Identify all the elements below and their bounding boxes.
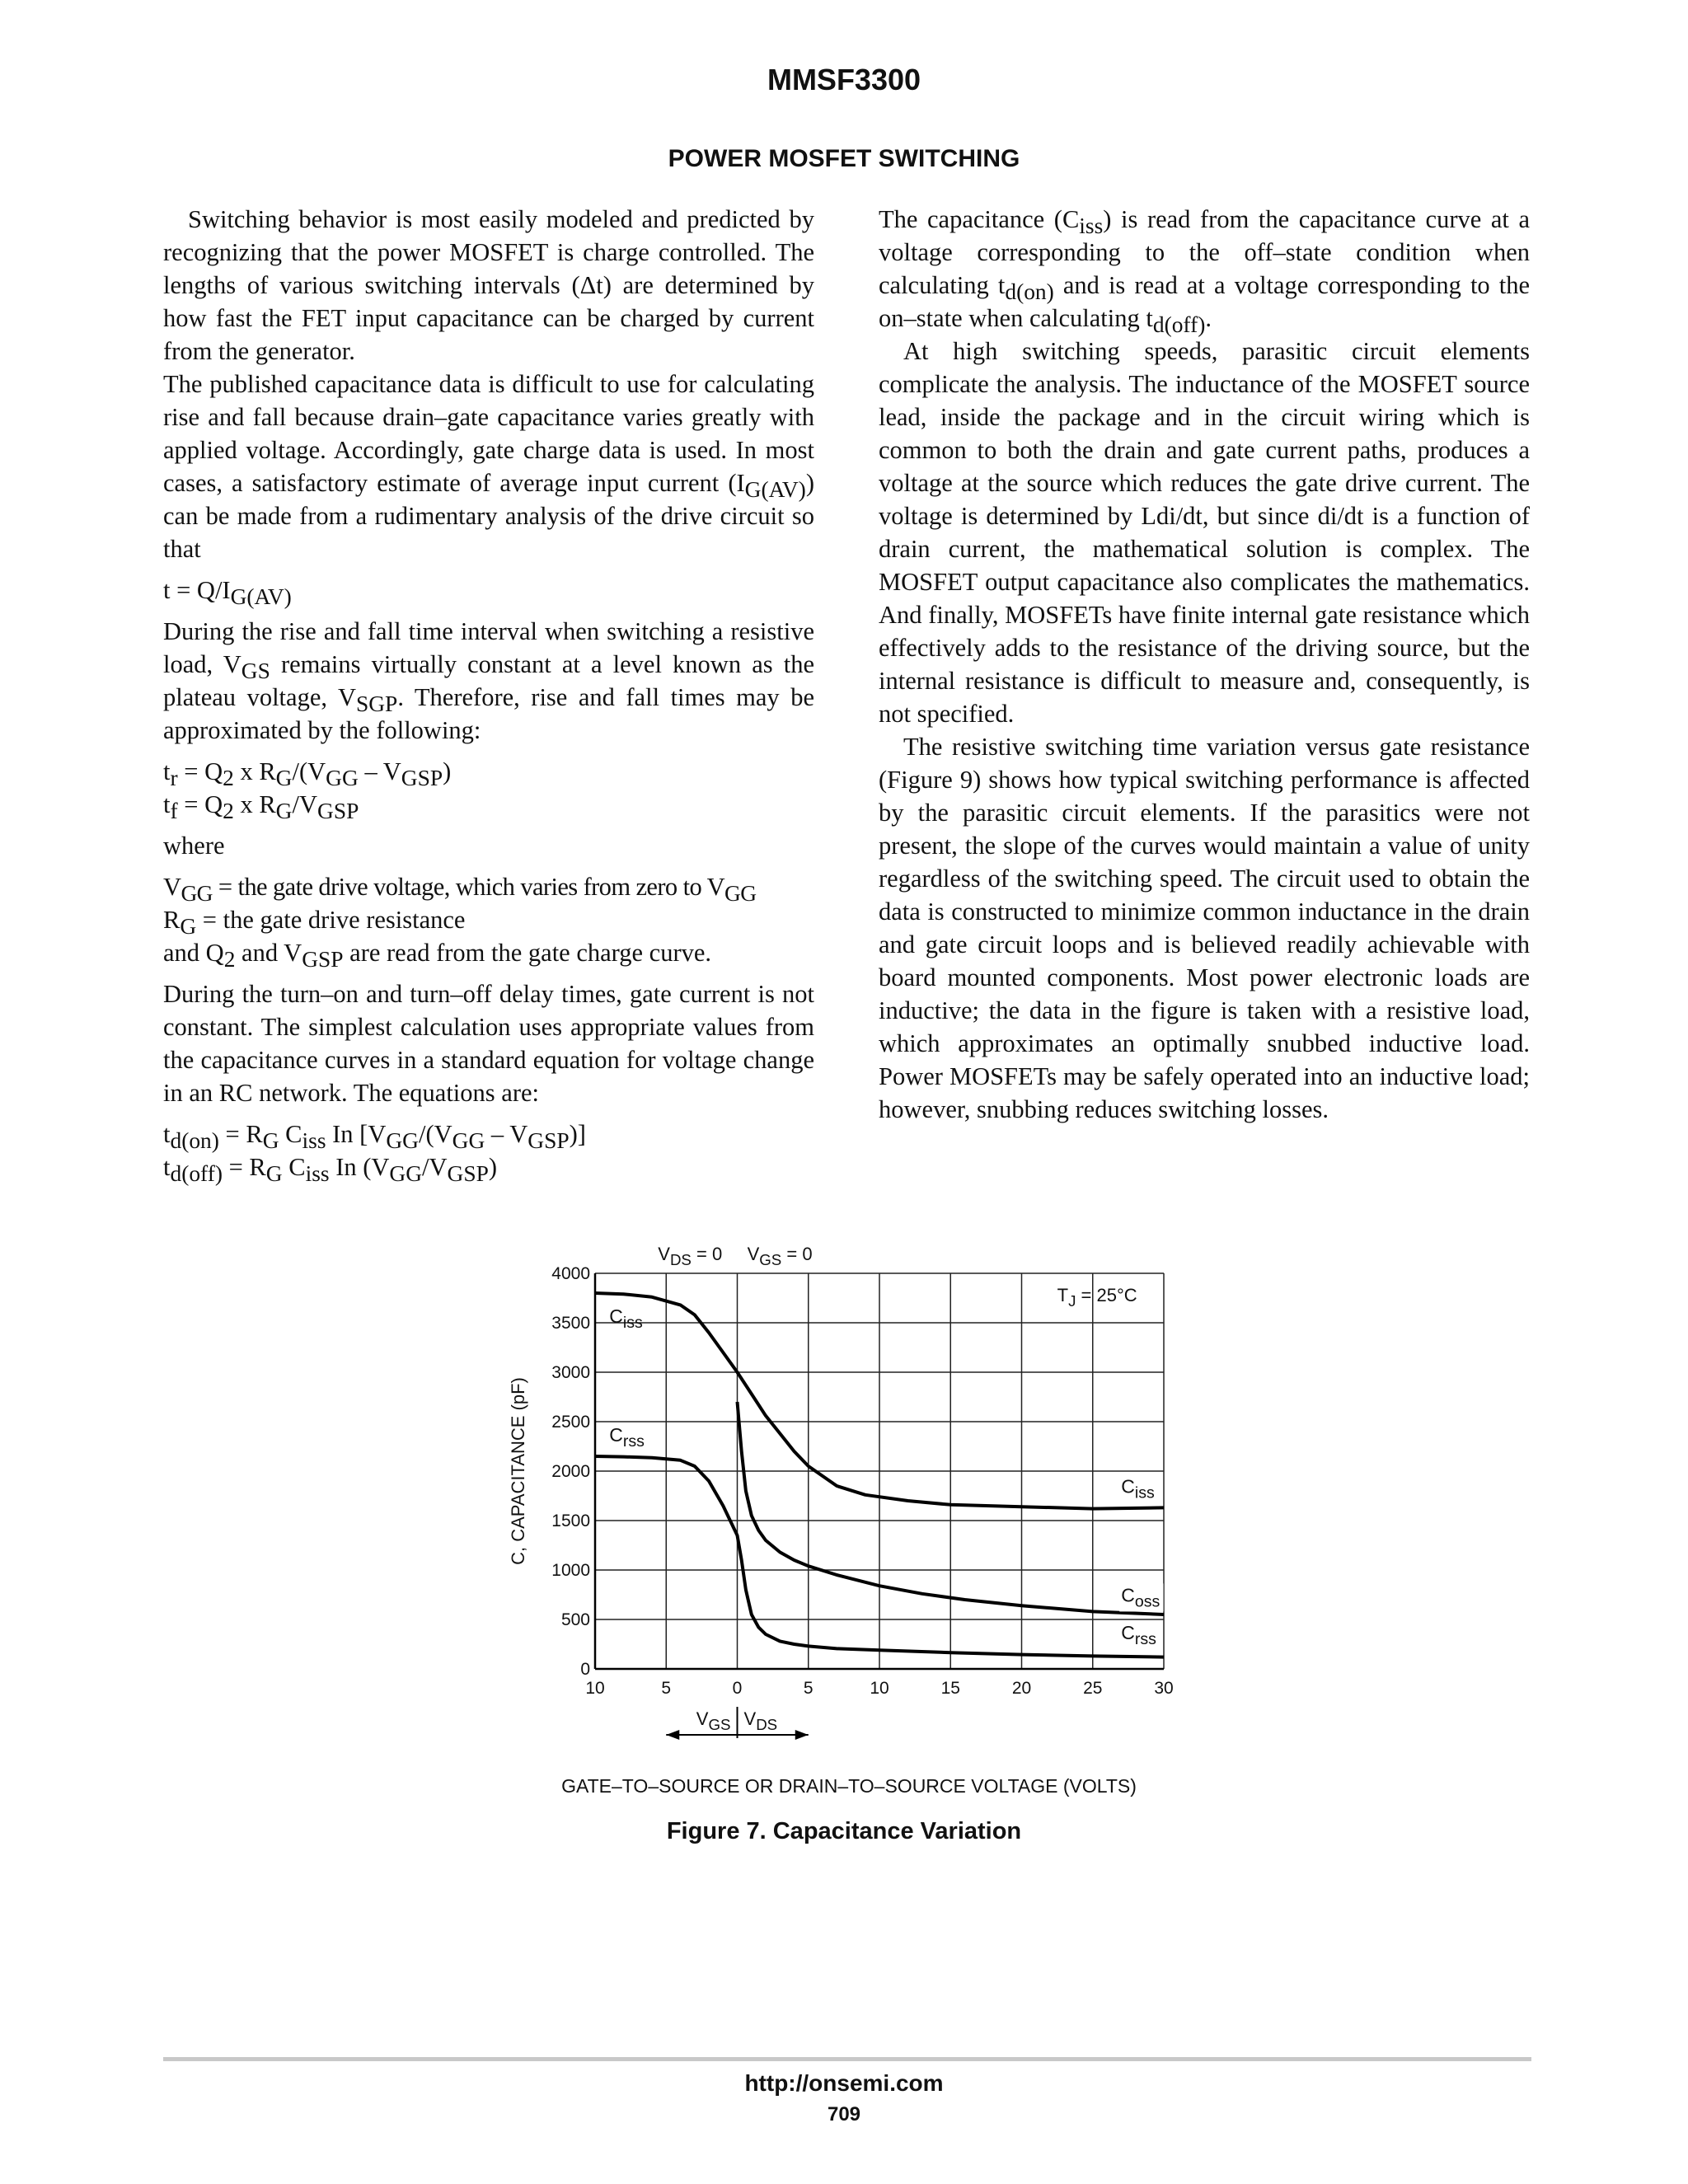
y-tick-label: 4000 [551,1264,590,1283]
series-label-coss: $C_{oss}$ [1121,1584,1160,1611]
y-tick-label: 1500 [551,1511,590,1530]
document-title: MMSF3300 [767,63,921,96]
x-tick-label: 10 [585,1679,605,1698]
paragraph: During the rise and fall time interval when switching a resistive load, $V_{GS}$ remains virtually constant at a level known as the plateau voltage, $V_{SGP}$. Therefore, rise and fall times may be approximated by the following: [163,617,814,744]
definition-q2: and $Q_2$ and $V_{GSP}$ are read from the gate charge curve. [163,939,712,972]
x-tick-label: 0 [732,1679,743,1698]
x-tick-label: 15 [940,1679,960,1698]
chart-svg [495,1232,1203,1809]
series-label-crss: $C_{rss}$ [1121,1622,1156,1648]
y-tick-label: 3500 [551,1314,590,1333]
y-tick-label: 3000 [551,1363,590,1382]
x-tick-label: 30 [1154,1679,1174,1698]
paragraph: During the turn–on and turn–off delay times, gate current is not constant. The simplest calculation uses appropriate values from the capacitance curves in a standard equation for voltage change in an RC network. The equations are: [163,980,814,1107]
arrow-left-icon [666,1730,679,1740]
condition-vgs: $V_{GS} = 0$ [747,1244,813,1268]
left-column [163,203,814,1186]
arrow-label-vds: $V_{DS}$ [743,1708,778,1733]
y-tick-label: 0 [580,1660,590,1679]
x-axis-label: GATE–TO–SOURCE OR DRAIN–TO–SOURCE VOLTAGE (VOLTS) [561,1775,1137,1797]
condition-vds: $V_{DS} = 0$ [658,1244,723,1268]
right-column [879,203,1530,1126]
figure-caption: Figure 7. Capacitance Variation [666,1818,1022,1844]
equation-td-off: $t_{d(off)} = R_G$ $C_{iss}$ In $(V_{GG}/V_{GSP})$ [163,1153,498,1186]
equation-t: $t = Q/I_{G(AV)}$ [163,576,292,609]
section-title: POWER MOSFET SWITCHING [668,145,1020,172]
where-label: where [163,832,225,860]
y-tick-label: 2500 [551,1413,590,1432]
arrow-label-vgs: $V_{GS}$ [696,1708,731,1733]
capacitance-chart [495,1232,1203,1809]
equation-td-on: $t_{d(on)} = R_G$ $C_{iss}$ In $[V_{GG}/(V_{GG} - V_{GSP})]$ [163,1120,586,1153]
paragraph: Switching behavior is most easily modeled and predicted by recognizing that the power MOSFET is charge controlled. The lengths of various switching intervals (Δt) are determined by how fast the FET input capacitance can be charged by current from the generator. [163,205,814,365]
x-tick-label: 20 [1011,1679,1032,1698]
series-label-ciss: $C_{iss}$ [609,1305,643,1332]
y-tick-label: 500 [560,1610,590,1629]
footer-divider [163,2057,1531,2061]
x-tick-label: 10 [870,1679,889,1698]
paragraph: At high switching speeds, parasitic circuit elements complicate the analysis. The inductance of the MOSFET source lead, inside the package and in the circuit wiring which is common to both the drain and gate current paths, produces a voltage at the source which reduces the gate drive current. The voltage is determined by Ldi/dt, but since di/dt is a function of drain current, the mathematical solution is complex. The MOSFET output capacitance also complicates the mathematics. And finally, MOSFETs have finite internal gate resistance which effectively adds to the resistance of the driving source, but the internal resistance is difficult to measure and, consequently, is not specified. [879,337,1530,728]
equation-tf: $t_f = Q_2$ x $R_G/V_{GSP}$ [163,790,359,823]
x-tick-label: 25 [1083,1679,1103,1698]
y-tick-label: 2000 [551,1462,590,1481]
paragraph: The capacitance $(C_{iss})$ is read from the capacitance curve at a voltage corresponding to the off–state condition when calculating $t_{d(on)}$ and is read at a voltage corresponding to the on–state when calculating $t_{d(off)}$. [879,205,1530,337]
definition-rg: $R_G$ = the gate drive resistance [163,906,466,939]
series-label-crss: $C_{rss}$ [609,1424,645,1451]
page-number: 709 [827,2103,861,2125]
definition-vgg: $V_{GG}$ = the gate drive voltage, which varies from zero to $V_{GG}$ [163,873,757,906]
temperature-label: $T_J = 25^\circ C$ [1057,1285,1137,1310]
y-axis-label: C, CAPACITANCE (pF) [508,1377,528,1565]
paragraph: The published capacitance data is difficult to use for calculating rise and fall because drain–gate capacitance varies greatly with applied voltage. Accordingly, gate charge data is used. In most cases, a satisfactory estimate of average input current $(I_{G(AV)})$ can be made from a rudimentary analysis of the drive circuit so that [163,370,814,563]
paragraph: The resistive switching time variation versus gate resistance (Figure 9) shows how typical switching performance is affected by the parasitic circuit elements. If the parasitics were not present, the slope of the curves would maintain a value of unity regardless of the switching speed. The circuit used to obtain the data is constructed to minimize common inductance in the drain and gate circuit loops and is believed readily achievable with board mounted components. Most power electronic loads are inductive; the data in the figure is taken with a resistive load, which approximates an optimally snubbed inductive load. Power MOSFETs may be safely operated into an inductive load; however, snubbing reduces switching losses. [879,733,1530,1123]
footer-url[interactable]: http://onsemi.com [744,2070,944,2096]
x-tick-label: 5 [661,1679,672,1698]
series-label-ciss: $C_{iss}$ [1121,1475,1155,1502]
y-tick-label: 1000 [551,1561,590,1580]
arrow-right-icon [795,1730,809,1740]
equation-tr: $t_r = Q_2$ x $R_G/(V_{GG} - V_{GSP})$ [163,757,452,790]
x-tick-label: 5 [803,1679,814,1698]
